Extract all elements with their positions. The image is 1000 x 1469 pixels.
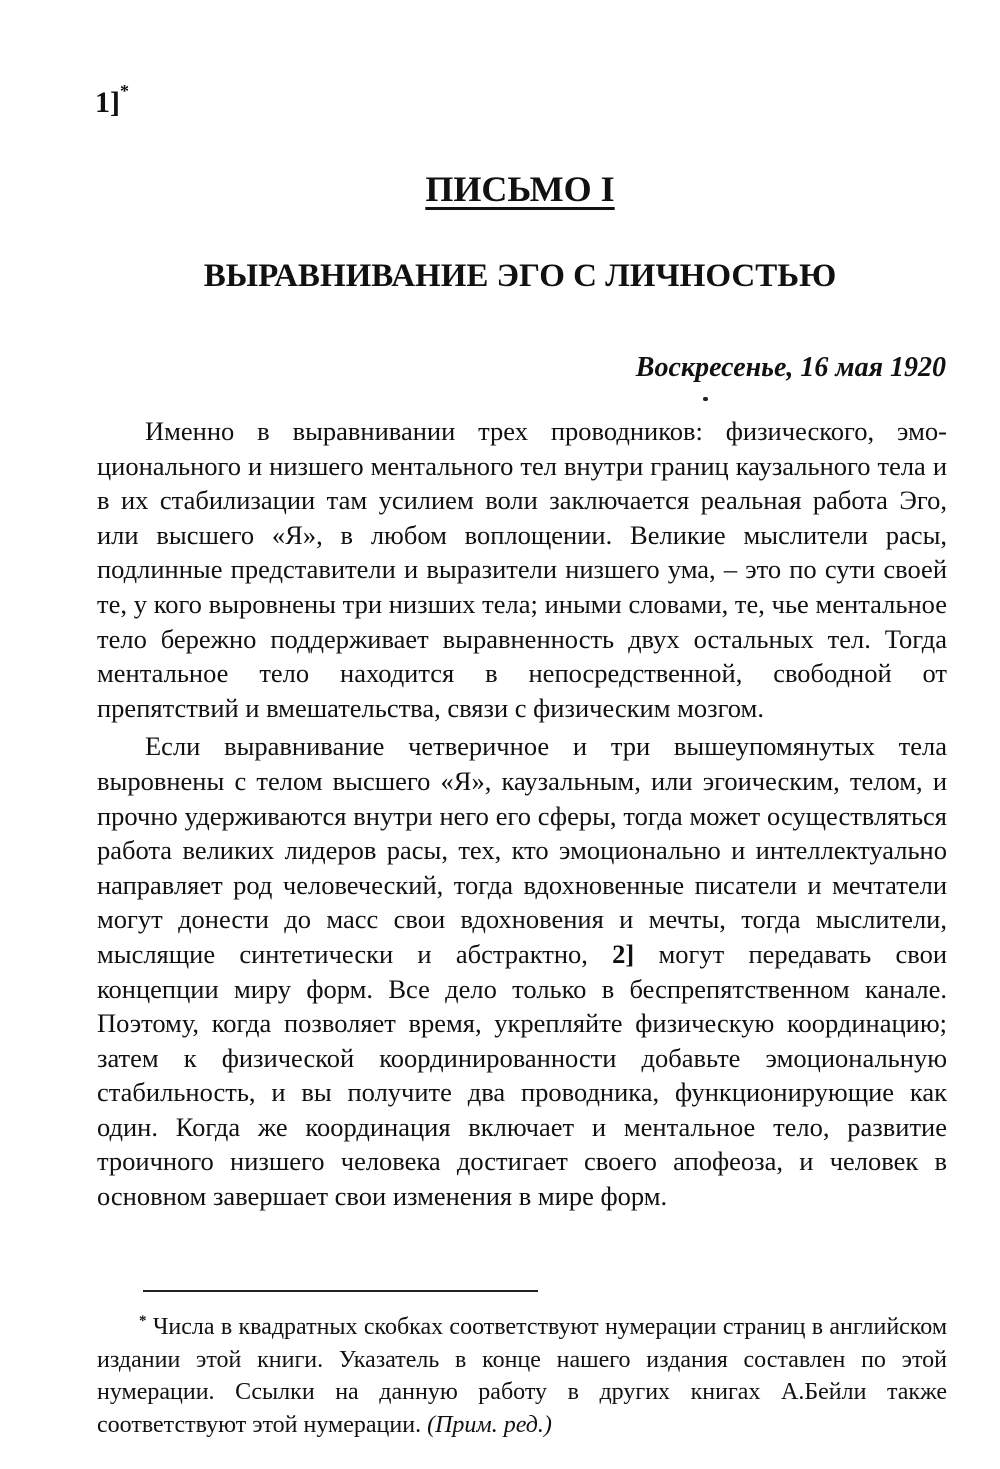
footnote-paragraph xyxy=(97,1305,947,1441)
page-number-asterisk: * xyxy=(120,81,129,101)
footnote-editor-note: (Прим. ред.) xyxy=(427,1411,552,1438)
dateline: Воскресенье, 16 мая 1920 xyxy=(635,352,946,383)
paragraph-2 xyxy=(97,729,947,1213)
paragraph-2-part-1: Если выравнивание четверичное и три вышеупомянутых тела выровнены с телом высшего «Я», каузальным, или эгоическим, телом, и прочно удерживаются внутри него его сферы, тогда может осуществляться работа великих лидеров расы, тех, кто эмоционально и интеллектуально направляет род человеческий, тогда вдохновенные писатели и мечтатели могут донести до масс свои вдохновения и мечты, тогда мыслители, мыслящие синтетически и абстрактно, xyxy=(97,731,947,969)
letter-title xyxy=(0,170,1000,210)
footnote xyxy=(97,1305,947,1441)
inline-page-marker: 2] xyxy=(612,938,635,969)
body-text xyxy=(97,414,947,1218)
footnote-divider xyxy=(143,1290,538,1292)
letter-subtitle: ВЫРАВНИВАНИЕ ЭГО С ЛИЧНОСТЬЮ xyxy=(203,258,837,294)
paragraph-1: Именно в выравнивании трех проводников: физического, эмоционального и низшего ментального тел внутри границ каузального тела и в их стабилизации там усилием воли заключается реальная работа Эго, или высшего «Я», в любом воплощении. Великие мыслители расы, подлинные представители и выразители низшего ума, – это по сути своей те, у кого выровнены три низших тела; иными словами, те, чье ментальное тело бережно поддерживает выравненность двух остальных тел. Тогда ментальное тело находится в непосредственной, свободной от препятствий и вмешательства, связи с физическим мозгом. xyxy=(97,416,947,723)
page-number: 1] xyxy=(95,86,120,119)
page-number-marker xyxy=(95,81,129,119)
paragraph-2-part-2: могут передавать свои концепции миру форм. Все дело только в беспрепятственном канале. Поэтому, когда позволяет время, укрепляйте физическую координацию; затем к физической координированности добавьте эмоциональную стабильность, и вы получите два проводника, функционирующие как один. Когда же координация включает и ментальное тело, развитие троичного низшего человека достигает своего апофеоза, и человек в основном завершает свои изменения в мире форм. xyxy=(97,938,947,1212)
letter-title-text: ПИСЬМО I xyxy=(425,169,615,209)
footnote-asterisk: * xyxy=(139,1313,147,1329)
footnote-text: Числа в квадратных скобках соответствуют нумерации страниц в английском издании этой книги. Указатель в конце нашего издания составлен по этой нумерации. Ссылки на данную работу в других книгах А.Бейли также соответствуют этой нумерации. xyxy=(97,1314,948,1438)
ink-speck xyxy=(703,397,708,401)
